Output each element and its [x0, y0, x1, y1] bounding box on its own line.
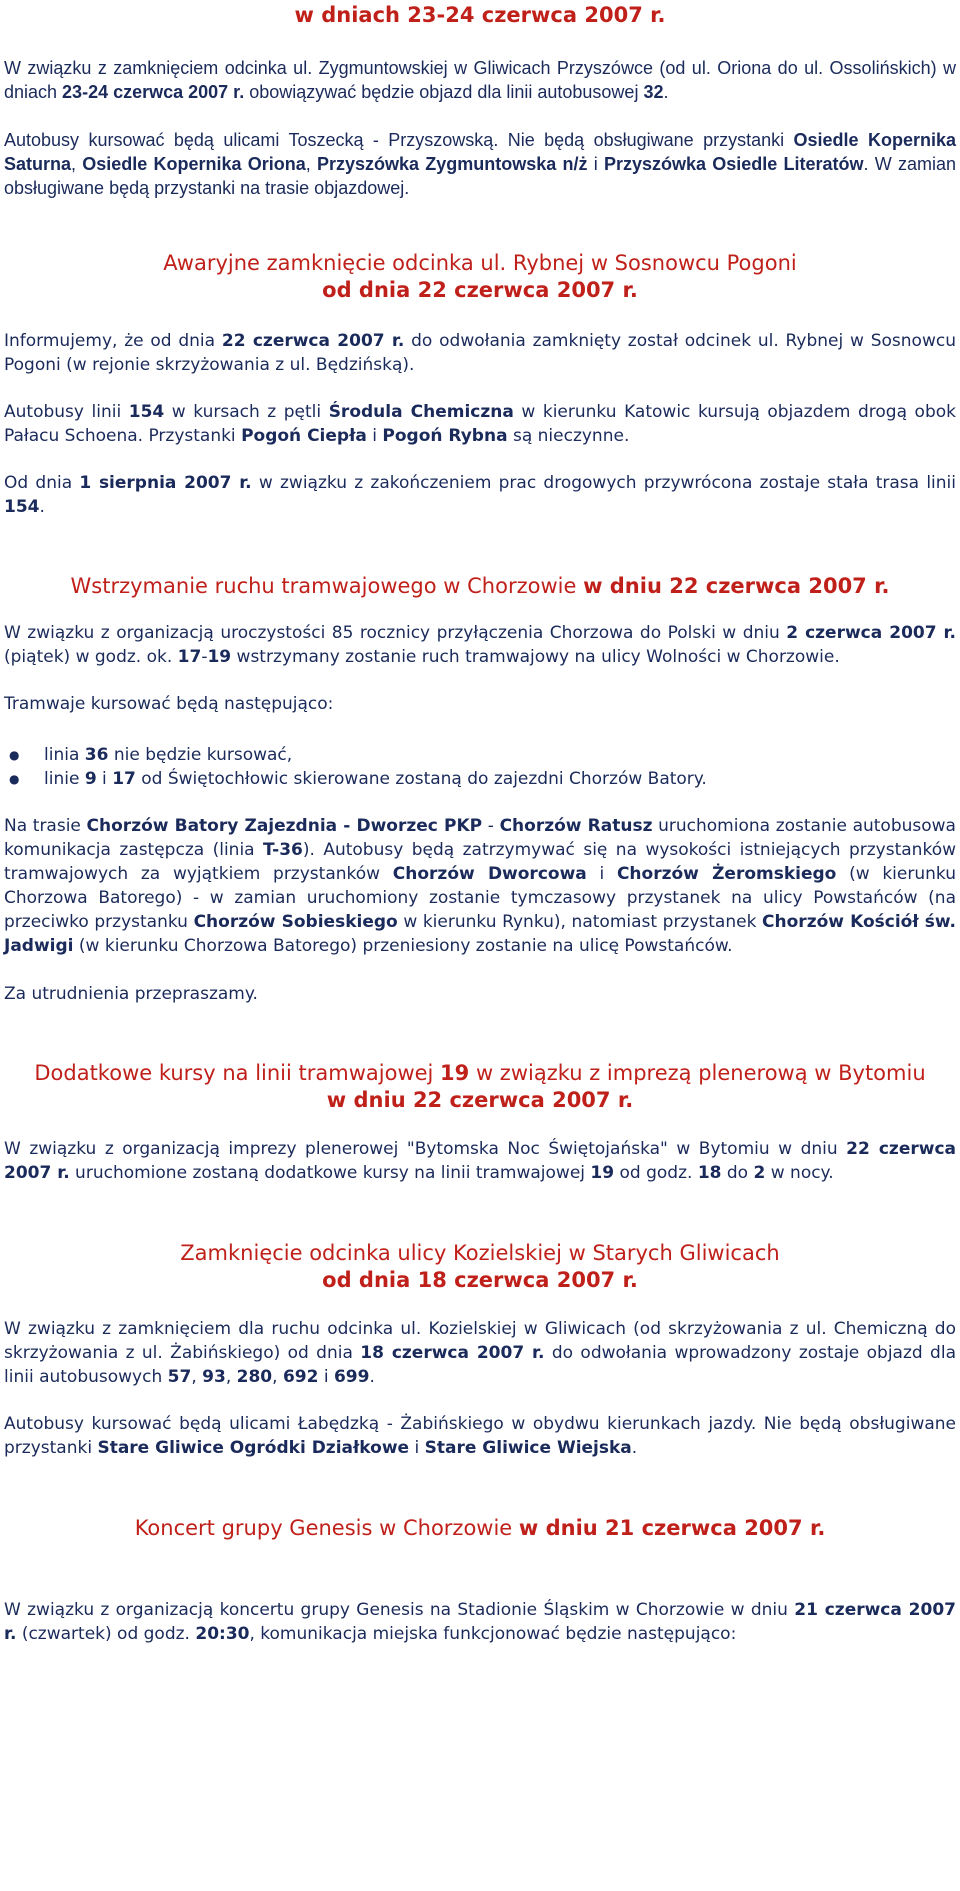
list-item — [44, 767, 956, 791]
heading-line-number: 19 — [440, 1061, 470, 1085]
paragraph — [4, 1317, 956, 1389]
text: i — [409, 1438, 425, 1458]
text: (czwartek) od godz. — [16, 1624, 196, 1644]
bold-text: 9 — [84, 769, 97, 789]
text: i — [587, 154, 604, 174]
bold-text: Środula Chemiczna — [328, 402, 514, 422]
bold-text: Chorzów Batory Zajezdnia - Dworzec PKP — [86, 816, 483, 836]
heading-date: w dniu 22 czerwca 2007 r. — [326, 1088, 634, 1112]
bold-text: 57 — [167, 1367, 192, 1387]
bold-text: 19 — [207, 647, 232, 667]
text: W związku z zamknięciem odcinka ul. Zygmuntowskiej w Gliwicach Przyszówce (od ul. Oriona do ul. Ossolińskich) w dniach — [4, 58, 956, 102]
text: w kierunku Rynku), natomiast przystanek — [397, 912, 763, 932]
text: Od dnia — [4, 473, 80, 493]
bold-text: 18 — [697, 1163, 722, 1183]
bold-text: 19 — [590, 1163, 615, 1183]
text: w kursach z pętli — [164, 402, 329, 422]
bold-text: Chorzów Żeromskiego — [616, 864, 837, 884]
bold-text: 154 — [4, 497, 40, 517]
bold-text: Stare Gliwice Wiejska — [424, 1438, 632, 1458]
text: obowiązywać będzie objazd dla linii autobusowej — [244, 82, 644, 102]
text: nie będzie kursować, — [108, 745, 293, 765]
heading-date: w dniu 22 czerwca 2007 r. — [583, 574, 890, 598]
heading-date: w dniach 23-24 czerwca 2007 r. — [294, 3, 666, 27]
bold-text: 36 — [84, 745, 109, 765]
section-heading — [4, 1240, 956, 1294]
bold-text: 154 — [128, 402, 165, 422]
text: W związku z organizacją koncertu grupy Genesis na Stadionie Śląskim w Chorzowie w dniu — [4, 1600, 795, 1620]
bold-text: 2 czerwca 2007 r. — [786, 623, 956, 643]
heading-title: Zamknięcie odcinka ulicy Kozielskiej w Starych Gliwicach — [180, 1241, 780, 1265]
bold-text: Stare Gliwice Ogródki Działkowe — [97, 1438, 410, 1458]
bold-text: Osiedle Kopernika Saturna — [4, 130, 956, 174]
text: Autobusy kursować będą ulicami Toszecką - Przyszowską. Nie będą obsługiwane przystanki — [4, 130, 794, 150]
text: . — [631, 1438, 638, 1458]
section-heading — [4, 573, 956, 600]
section-zygmuntowska — [4, 2, 956, 200]
text: w kierunku Katowic kursują objazdem drogą obok Pałacu Schoena. Przystanki — [4, 402, 956, 446]
heading-title: Awaryjne zamknięcie odcinka ul. Rybnej w Sosnowcu Pogoni — [163, 251, 797, 275]
text: linie — [44, 769, 85, 789]
paragraph — [4, 400, 956, 448]
bold-text: 17 — [177, 647, 202, 667]
text: . — [39, 497, 45, 517]
text: i — [96, 769, 113, 789]
bold-text: 21 czerwca 2007 r. — [4, 1600, 956, 1644]
section-heading — [4, 1060, 956, 1114]
text: w związku z zakończeniem prac drogowych przywrócona zostaje stała trasa linii — [251, 473, 956, 493]
heading-date: od dnia 18 czerwca 2007 r. — [322, 1268, 638, 1292]
section-rybna — [4, 250, 956, 519]
heading-title: w związku z imprezą plenerową w Bytomiu — [469, 1061, 926, 1085]
bold-text: Przyszówka Osiedle Literatów — [603, 154, 864, 174]
section-chorzow-tram — [4, 573, 956, 1006]
bold-text: Chorzów Kościół św. Jadwigi — [4, 912, 956, 956]
bold-text: 692 — [282, 1367, 319, 1387]
text: do odwołania wprowadzony zostaje objazd dla linii autobusowych — [4, 1343, 956, 1387]
heading-title: Koncert grupy Genesis w Chorzowie — [134, 1516, 519, 1540]
text: . — [369, 1367, 375, 1387]
text: i — [318, 1367, 334, 1387]
section-kozielska — [4, 1240, 956, 1460]
bold-text: 22 czerwca 2007 r. — [4, 1139, 956, 1183]
bold-text: 17 — [112, 769, 136, 789]
paragraph — [4, 814, 956, 958]
text: Na trasie — [4, 816, 87, 836]
section-heading — [4, 250, 956, 304]
text: - — [201, 647, 208, 667]
heading-title: Wstrzymanie ruchu tramwajowego w Chorzowie — [70, 574, 584, 598]
bold-text: Chorzów Ratusz — [499, 816, 653, 836]
paragraph — [4, 471, 956, 519]
text: , — [71, 154, 83, 174]
text: w nocy. — [765, 1163, 834, 1183]
text: , — [191, 1367, 203, 1387]
list-item — [44, 743, 956, 767]
paragraph: Za utrudnienia przepraszamy. — [4, 984, 258, 1004]
text: linia — [44, 745, 85, 765]
text: W związku z organizacją uroczystości 85 rocznicy przyłączenia Chorzowa do Polski w dniu — [4, 623, 787, 643]
text: uruchomione zostaną dodatkowe kursy na linii tramwajowej — [69, 1163, 591, 1183]
tram-list — [4, 743, 956, 791]
bold-text: 2 — [753, 1163, 766, 1183]
paragraph — [4, 1412, 956, 1460]
bold-text: 23-24 czerwca 2007 r. — [62, 82, 245, 102]
section-genesis — [4, 1515, 956, 1646]
heading-date: w dniu 21 czerwca 2007 r. — [518, 1516, 826, 1540]
section-heading — [4, 2, 956, 29]
text: (w kierunku Chorzowa Batorego) - w zamian uruchomiony zostanie tymczasowy przystanek na ulicy Powstańców (na przeciwko przystanku — [4, 864, 957, 932]
text: od Świętochłowic skierowane zostaną do zajezdni Chorzów Batory. — [135, 769, 707, 789]
bold-text: Pogoń Rybna — [382, 426, 508, 446]
text: , — [225, 1367, 237, 1387]
bold-text: 32 — [643, 82, 664, 102]
paragraph — [4, 128, 956, 200]
paragraph — [4, 621, 956, 669]
text: , — [305, 154, 318, 174]
bold-text: T-36 — [263, 840, 303, 860]
text: Autobusy kursować będą ulicami Łabędzką - Żabińskiego w obydwu kierunkach jazdy. Nie będą obsługiwane przystanki — [4, 1414, 956, 1458]
bold-text: Osiedle Kopernika Oriona — [82, 154, 306, 174]
bold-text: 22 czerwca 2007 r. — [221, 331, 405, 351]
text: i — [366, 426, 383, 446]
paragraph — [4, 329, 956, 377]
paragraph — [4, 56, 956, 104]
bold-text: Przyszówka Zygmuntowska n/ż — [317, 154, 588, 174]
bold-text: 699 — [333, 1367, 370, 1387]
bold-text: Pogoń Ciepła — [241, 426, 367, 446]
text: (w kierunku Chorzowa Batorego) przeniesiony zostanie na ulicę Powstańców. — [73, 936, 733, 956]
text: - — [482, 816, 500, 836]
text: W związku z organizacją imprezy plenerowej "Bytomska Noc Świętojańska" w Bytomiu w dniu — [4, 1139, 847, 1159]
bold-text: Chorzów Dworcowa — [392, 864, 587, 884]
bold-text: Chorzów Sobieskiego — [193, 912, 398, 932]
bold-text: 93 — [202, 1367, 226, 1387]
text: do odwołania zamknięty został odcinek ul. Rybnej w Sosnowcu Pogoni (w rejonie skrzyżowania z ul. Będzińską). — [4, 331, 956, 375]
section-bytom-tram — [4, 1060, 956, 1185]
text: od godz. — [614, 1163, 698, 1183]
text: wstrzymany zostanie ruch tramwajowy na ulicy Wolności w Chorzowie. — [231, 647, 840, 667]
bold-text: 280 — [236, 1367, 273, 1387]
text: i — [586, 864, 617, 884]
paragraph: Tramwaje kursować będą następująco: — [4, 694, 334, 714]
text: W związku z zamknięciem dla ruchu odcinka ul. Kozielskiej w Gliwicach (od skrzyżowania z ul. Chemiczną do skrzyżowania z ul. Żabińskiego) od dnia — [4, 1319, 956, 1363]
text: Autobusy linii — [4, 402, 129, 422]
text: są nieczynne. — [507, 426, 630, 446]
text: , — [272, 1367, 283, 1387]
bold-text: 20:30 — [195, 1624, 250, 1644]
text: . W zamian obsługiwane będą przystanki na trasie objazdowej. — [4, 154, 956, 198]
paragraph — [4, 1137, 956, 1185]
text: uruchomiona zostanie autobusowa komunikacja zastępcza (linia — [4, 816, 956, 860]
text: (piątek) w godz. ok. — [4, 647, 178, 667]
paragraph — [4, 1598, 956, 1646]
text: Informujemy, że od dnia — [4, 331, 222, 351]
bold-text: 18 czerwca 2007 r. — [360, 1343, 545, 1363]
text: ). Autobusy będą zatrzymywać się na wysokości istniejących przystanków tramwajowych za wyjątkiem przystanków — [4, 840, 957, 884]
heading-date: od dnia 22 czerwca 2007 r. — [322, 278, 638, 302]
bold-text: 1 sierpnia 2007 r. — [79, 473, 252, 493]
text: , komunikacja miejska funkcjonować będzie następująco: — [249, 1624, 737, 1644]
text: . — [663, 82, 669, 102]
text: do — [721, 1163, 754, 1183]
section-heading — [4, 1515, 956, 1542]
heading-title: Dodatkowe kursy na linii tramwajowej — [34, 1061, 441, 1085]
